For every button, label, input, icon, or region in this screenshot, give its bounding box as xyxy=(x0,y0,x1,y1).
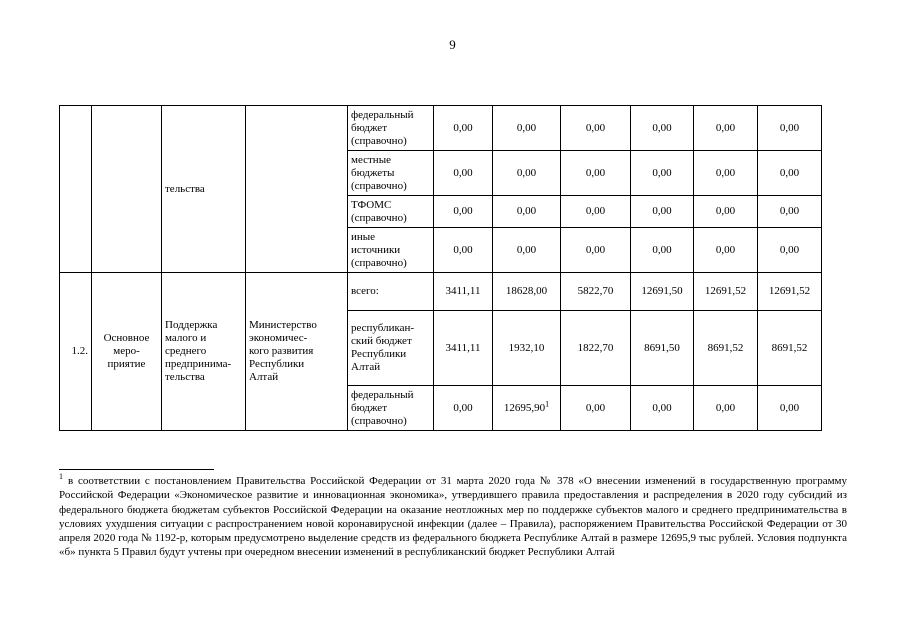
cell-source: республикан- ский бюджет Республики Алтай xyxy=(348,311,434,386)
cell-value: 0,00 xyxy=(694,106,758,151)
cell-value: 5822,70 xyxy=(561,273,631,311)
cell-source: местные бюджеты (справочно) xyxy=(348,151,434,196)
cell-value: 0,00 xyxy=(493,196,561,228)
cell-value: 0,00 xyxy=(631,106,694,151)
cell-value: 8691,52 xyxy=(758,311,822,386)
footnote-text: в соответствии с постановлением Правительства Российской Федерации от 31 марта 2020 года № 378 «О внесении изменений в государственную программу Российской Федерации «Экономическое развитие и инновационная экономика», утвердившего правила предоставления и распределения в 2020 году субсидий из федерального бюджета бюджетам субъектов Российской Федерации на оказание неотложных мер по поддержке субъектов малого и среднего предпринимательства в условиях ухудшения ситуации с распространением новой коронавирусной инфекции (далее – Правила), распоряжением Правительства Российской Федерации от 30 апреля 2020 года № 1192-р, которым предусмотрено выделение средств из федерального бюджета Республике Алтай в размере 12695,9 тыс рублей. Условия подпункта «б» пункта 5 Правил будут учтены при очередном внесении изменений в республиканский бюджет Республики Алтай xyxy=(59,475,847,559)
footnote-reference[interactable]: 1 xyxy=(545,398,550,408)
cell-value: 0,00 xyxy=(694,196,758,228)
cell-value: 0,00 xyxy=(758,151,822,196)
cell-value: 0,00 xyxy=(758,106,822,151)
cell-item-number: 1.2. xyxy=(60,273,92,431)
cell-value: 0,00 xyxy=(758,386,822,431)
cell-item-type: Основное меро- приятие xyxy=(92,273,162,431)
cell-source: всего: xyxy=(348,273,434,311)
cell-value: 0,00 xyxy=(493,106,561,151)
cell-value: 0,00 xyxy=(493,228,561,273)
cell-value: 0,00 xyxy=(631,386,694,431)
cell-name-continued: тельства xyxy=(162,106,246,273)
cell-value: 12691,52 xyxy=(694,273,758,311)
footnote xyxy=(59,474,847,560)
table-row xyxy=(60,273,822,311)
table-row xyxy=(60,106,822,151)
cell-value: 0,00 xyxy=(434,196,493,228)
cell-value: 0,00 xyxy=(434,151,493,196)
cell-value: 3411,11 xyxy=(434,273,493,311)
cell-value: 18628,00 xyxy=(493,273,561,311)
cell-source: иные источники (справочно) xyxy=(348,228,434,273)
cell-source: ТФОМС (справочно) xyxy=(348,196,434,228)
cell-source: федеральный бюджет (справочно) xyxy=(348,386,434,431)
cell-value: 12691,52 xyxy=(758,273,822,311)
cell-value: 0,00 xyxy=(434,386,493,431)
footnote-divider xyxy=(59,469,214,470)
cell-value: 8691,52 xyxy=(694,311,758,386)
cell-value: 0,00 xyxy=(561,106,631,151)
cell-value: 0,00 xyxy=(694,228,758,273)
cell-value: 0,00 xyxy=(434,228,493,273)
cell-value: 3411,11 xyxy=(434,311,493,386)
cell-value: 8691,50 xyxy=(631,311,694,386)
cell-executor-empty xyxy=(246,106,348,273)
cell-value: 12691,50 xyxy=(631,273,694,311)
cell-number-empty xyxy=(60,106,92,273)
cell-item-executor: Министерство экономичес- кого развития Республики Алтай xyxy=(246,273,348,431)
cell-value: 0,00 xyxy=(493,151,561,196)
cell-value: 1932,10 xyxy=(493,311,561,386)
cell-value: 0,00 xyxy=(561,228,631,273)
footnote-mark: 1 xyxy=(59,472,63,482)
cell-value: 1822,70 xyxy=(561,311,631,386)
cell-value-with-footnote: 12695,90$^1$ xyxy=(493,386,561,431)
cell-item-name: Поддержка малого и среднего предпринима- тельства xyxy=(162,273,246,431)
cell-value: 0,00 xyxy=(758,228,822,273)
cell-value: 0,00 xyxy=(694,151,758,196)
cell-type-empty xyxy=(92,106,162,273)
cell-value: 0,00 xyxy=(561,386,631,431)
budget-table xyxy=(59,105,822,431)
cell-source: федеральный бюджет (справочно) xyxy=(348,106,434,151)
cell-value: 0,00 xyxy=(631,151,694,196)
cell-value: 0,00 xyxy=(561,196,631,228)
page-number: 9 xyxy=(449,37,456,52)
cell-value: 0,00 xyxy=(694,386,758,431)
cell-value: 0,00 xyxy=(758,196,822,228)
cell-value: 0,00 xyxy=(434,106,493,151)
cell-value: 0,00 xyxy=(631,228,694,273)
cell-value: 0,00 xyxy=(561,151,631,196)
cell-value: 0,00 xyxy=(631,196,694,228)
